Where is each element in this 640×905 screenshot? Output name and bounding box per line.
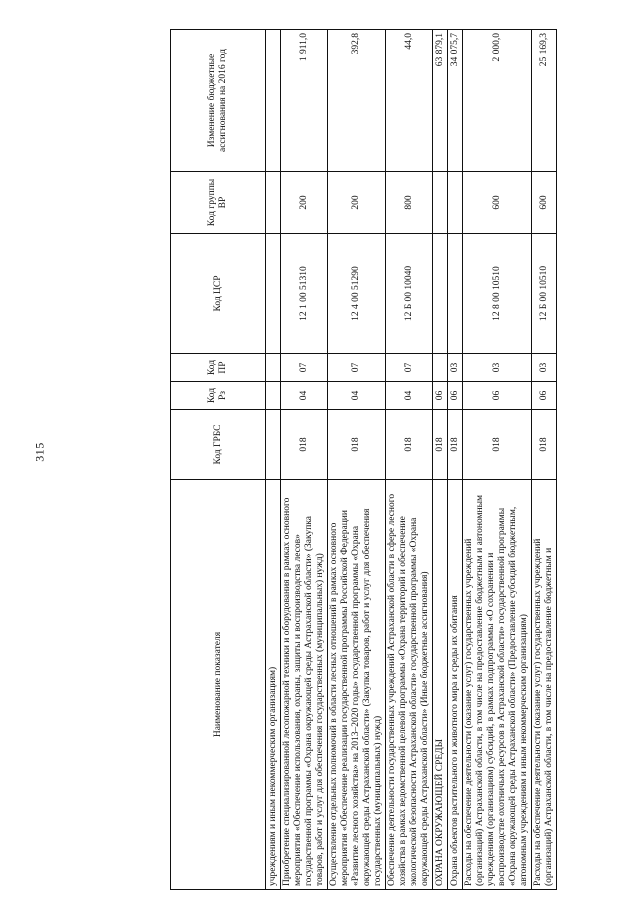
cell-name: Охрана объектов растительного и животного мира и среды их обитания <box>448 480 463 890</box>
cell-vr: 600 <box>463 172 532 234</box>
cell-csr: 12 Б 00 10040 <box>386 234 433 354</box>
cell-grbs: 018 <box>281 410 328 480</box>
table-row <box>281 30 328 890</box>
cell-name: Обеспечение деятельности государственных учреждений Астраханской области в сфере лесного хозяйства в рамках ведомственной целевой программы «Охрана территорий и обеспечение экологической безопасности Астраханской области» государственной программы «Охрана окружающей среды Астраханской области» (Иные бюджетные ассигнования) <box>386 480 433 890</box>
cell-pr <box>266 354 281 382</box>
cell-rz: 04 <box>281 382 328 410</box>
cell-csr <box>433 234 448 354</box>
cell-csr <box>448 234 463 354</box>
cell-pr: 03 <box>448 354 463 382</box>
header-csr: Код ЦСР <box>171 234 266 354</box>
cell-vr: 600 <box>532 172 557 234</box>
cell-pr: 07 <box>386 354 433 382</box>
table-row <box>448 30 463 890</box>
table-row <box>266 30 281 890</box>
cell-rz: 04 <box>328 382 386 410</box>
cell-name: Осуществление отдельных полномочий в области лесных отношений в рамках основного мероприятия «Обеспечение реализации государственной программы Российской Федерации «Развитие лесного хозяйства» на 2013–2020 годы» государственной программы «Охрана окружающей среды Астраханской области» (Закупка товаров, работ и услуг для обеспечения государственных (муниципальных) нужд) <box>328 480 386 890</box>
cell-csr: 12 Б 00 10510 <box>532 234 557 354</box>
cell-sum: 25 169,3 <box>532 30 557 172</box>
table-row <box>433 30 448 890</box>
cell-grbs <box>266 410 281 480</box>
header-pr: Код ПР <box>171 354 266 382</box>
cell-grbs: 018 <box>328 410 386 480</box>
cell-rz: 06 <box>463 382 532 410</box>
cell-vr <box>266 172 281 234</box>
cell-name: учреждениям и иным некоммерческим организациям) <box>266 480 281 890</box>
cell-sum: 34 075,7 <box>448 30 463 172</box>
table-row <box>328 30 386 890</box>
cell-sum: 1 911,0 <box>281 30 328 172</box>
table-row <box>463 30 532 890</box>
cell-rz: 06 <box>433 382 448 410</box>
page-number: 315 <box>32 442 47 462</box>
cell-grbs: 018 <box>532 410 557 480</box>
cell-vr: 200 <box>328 172 386 234</box>
cell-name: ОХРАНА ОКРУЖАЮЩЕЙ СРЕДЫ <box>433 480 448 890</box>
budget-table <box>170 29 557 890</box>
cell-grbs: 018 <box>448 410 463 480</box>
cell-sum <box>266 30 281 172</box>
cell-vr: 800 <box>386 172 433 234</box>
cell-grbs: 018 <box>386 410 433 480</box>
header-rz: Код Рз <box>171 382 266 410</box>
budget-table-rotated <box>170 30 590 890</box>
table-header-row <box>171 30 266 890</box>
cell-name: Расходы на обеспечение деятельности (оказание услуг) государственных учреждений (организаций) Астраханской области, в том числе на предоставление бюджетным и <box>532 480 557 890</box>
cell-grbs: 018 <box>463 410 532 480</box>
cell-vr <box>448 172 463 234</box>
cell-sum: 44,0 <box>386 30 433 172</box>
cell-csr: 12 8 00 10510 <box>463 234 532 354</box>
cell-sum: 392,8 <box>328 30 386 172</box>
cell-sum: 2 000,0 <box>463 30 532 172</box>
cell-rz: 06 <box>532 382 557 410</box>
table-row <box>386 30 433 890</box>
cell-pr <box>433 354 448 382</box>
cell-rz: 06 <box>448 382 463 410</box>
cell-pr: 07 <box>328 354 386 382</box>
cell-vr <box>433 172 448 234</box>
cell-csr: 12 1 00 51310 <box>281 234 328 354</box>
cell-rz: 04 <box>386 382 433 410</box>
cell-name: Приобретение специализированной лесопожарной техники и оборудования в рамках основного мероприятия «Обеспечение использования, охраны, защиты и воспроизводства лесов» государственной программы «Охрана окружающей среды Астраханской области» (Закупка товаров, работ и услуг для обеспечения государственных (муниципальных) нужд) <box>281 480 328 890</box>
cell-name: Расходы на обеспечение деятельности (оказание услуг) государственных учреждений (организаций) Астраханской области, в том числе на предоставление бюджетным и автономным учреждениям (организациям) субсидий, в рамках подпрограммы «О сохранении и воспроизводстве охотничьих ресурсов в Астраханской области» государственной программы «Охрана окружающей среды Астраханской области» (Предоставление субсидий бюджетным, автономным учреждениям и иным некоммерческим организациям) <box>463 480 532 890</box>
cell-pr: 03 <box>463 354 532 382</box>
cell-vr: 200 <box>281 172 328 234</box>
cell-pr: 07 <box>281 354 328 382</box>
header-sum: Изменение бюджетные ассигнования на 2016 год <box>171 30 266 172</box>
table-row <box>532 30 557 890</box>
cell-sum: 63 879,1 <box>433 30 448 172</box>
header-grbs: Код ГРБС <box>171 410 266 480</box>
cell-csr: 12 4 00 51290 <box>328 234 386 354</box>
cell-pr: 03 <box>532 354 557 382</box>
cell-csr <box>266 234 281 354</box>
cell-grbs: 018 <box>433 410 448 480</box>
header-vr: Код группы ВР <box>171 172 266 234</box>
header-name: Наименование показателя <box>171 480 266 890</box>
cell-rz <box>266 382 281 410</box>
